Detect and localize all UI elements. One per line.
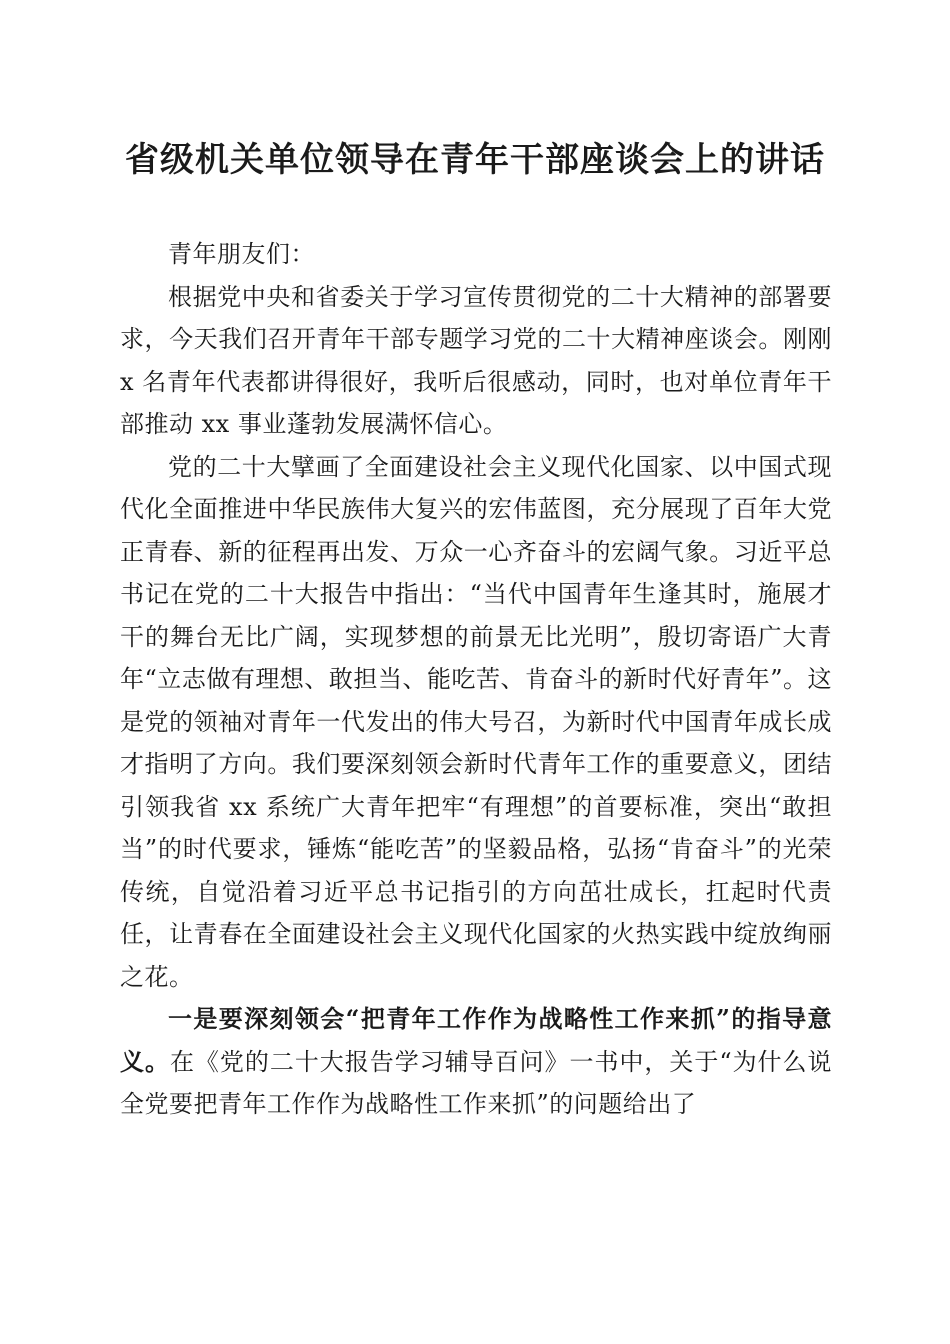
paragraph-section-one: [120, 998, 832, 1126]
section-one-text: 在《党的二十大报告学习辅导百问》一书中，关于“为什么说全党要把青年工作作为战略性工作来抓”的问题给出了: [120, 1047, 832, 1118]
salutation: 青年朋友们：: [168, 240, 315, 268]
paragraph-congress-blueprint: 党的二十大擘画了全面建设社会主义现代化国家、以中国式现代化全面推进中华民族伟大复兴的宏伟蓝图，充分展现了百年大党正青春、新的征程再出发、万众一心齐奋斗的宏阔气象。习近平总书记在党的二十大报告中指出：“当代中国青年生逢其时，施展才干的舞台无比广阔，实现梦想的前景无比光明”，殷切寄语广大青年“立志做有理想、敢担当、能吃苦、肯奋斗的新时代好青年”。这是党的领袖对青年一代发出的伟大号召，为新时代中国青年成长成才指明了方向。我们要深刻领会新时代青年工作的重要意义，团结引领我省 xx 系统广大青年把牢“有理想”的首要标准，突出“敢担当”的时代要求，锤炼“能吃苦”的坚毅品格，弘扬“肯奋斗”的光荣传统，自觉沿着习近平总书记指引的方向茁壮成长，扛起时代责任，让青春在全面建设社会主义现代化国家的火热实践中绽放绚丽之花。: [120, 452, 832, 991]
section-one-heading: 一是要深刻领会“把青年工作作为战略性工作来抓”的指导意义。: [120, 1004, 832, 1076]
document-title: 省级机关单位领导在青年干部座谈会上的讲话: [125, 140, 825, 180]
document-body: [120, 233, 832, 1126]
paragraph-intro: 根据党中央和省委关于学习宣传贯彻党的二十大精神的部署要求，今天我们召开青年干部专题学习党的二十大精神座谈会。刚刚 x 名青年代表都讲得很好，我听后很感动，同时，也对单位青年干部推动 xx 事业蓬勃发展满怀信心。: [120, 282, 832, 438]
